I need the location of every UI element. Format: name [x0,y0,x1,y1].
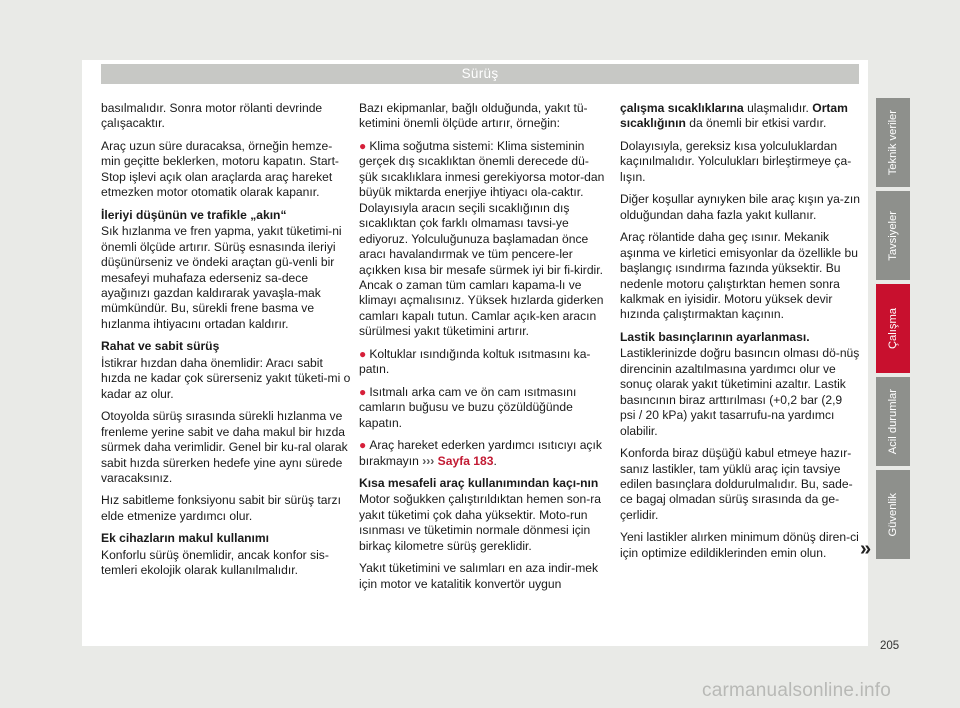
column-2 [359,101,605,599]
tab-label: Acil durumlar [887,388,899,455]
bullet-icon: ● [359,346,367,361]
bold-term: Ortam sıcaklığının [620,101,848,131]
paragraph: basılmalıdır. Sonra motor rölanti devrinde çalışacaktır. [101,101,323,131]
paragraph: Bazı ekipmanlar, bağlı olduğunda, yakıt tü-ketimini önemli ölçüde artırır, örneğin: [359,101,588,131]
paragraph: Diğer koşullar aynıyken bile araç kışın ya-zın olduğundan daha fazla yakıt kullanır. [620,192,860,222]
paragraph: Motor soğukken çalıştırıldıktan hemen son-ra yakıt tüketimi çok daha yüksektir. Moto-run ısınması ve tüketimin normale dönmesi için birkaç kilometre sürüş gereklidir. [359,492,601,553]
paragraph: Konforlu sürüş önemlidir, ancak konfor sis-temleri ekolojik olarak kullanılmalıdır. [101,547,329,578]
bullet-text: Klima soğutma sistemi: Klima sisteminin gerçek dış sıcaklıktan önemli derecede dü-şük sıcaklıklara inmesi gerekiyorsa motor-dan büyük miktarda enerjiye ihtiyacı ola-caktır. Dolayısıyla aracın seçili sıcaklığının dış sıcaklıktan çok farklı olmaması tavsi-ye ediyoruz. Yolculuğunuza başlamadan önce aracı havalandırmak ve tüm pencere-ler açıkken kısa bir mesafe sürmek iyi bir fi-kirdir. Ancak o zaman tüm camları kapama-lı ve klimayı açmalısınız. Yüksek hızlarda giderken camları kapalı tutun. Camlar açık-ken aracın sürülmesi yakıt tüketimini artırır. [359,138,605,339]
bold-term: çalışma sıcaklıklarına [620,101,744,115]
tab-label: Güvenlik [887,492,899,537]
section-header: Sürüş [101,64,859,84]
bullet-item [359,347,605,378]
paragraph: Yakıt tüketimini ve salımları en aza indir-mek için motor ve katalitik konvertör uygun [359,561,599,591]
bullet-icon: ● [359,438,367,453]
column-3 [620,101,860,568]
bullet-text: Araç hareket ederken yardımcı ısıtıcıyı açık bırakmayın [359,438,602,468]
column-1 [101,101,351,586]
tab-label: Tavsiyeler [887,210,899,261]
paragraph: Dolayısıyla, gereksiz kısa yolculuklardan kaçınılmalıdır. Yolculukları birleştirmeye ça-lışın. [620,138,852,184]
section-heading: Rahat ve sabit sürüş [101,339,220,354]
watermark: carmanualsonline.info [702,680,892,701]
paragraph: Araç rölantide daha geç ısınır. Mekanik aşınma ve kirletici emisyonlar da özellikle bu başlangıç ısındırma fazında yüksektir. Bu nedenle motoru çalıştırktan hemen sonra kalkmak en iyisidir. Motoru yüksek devir hızında çalıştırmaktan kaçının. [620,230,858,322]
page-number: 205 [880,640,900,652]
paragraph: Konforda biraz düşüğü kabul etmeye hazır-sanız lastikler, tam yüklü araç için tavsiye edilen basınçlara doldurulmalıdır. Bu, sade-ce bagaj olmadan sürüş sırasında da ge-çerlidir. [620,446,853,522]
tab-label: Teknik veriler [887,109,899,176]
bullet-item [359,438,605,469]
paragraph: Yeni lastikler alırken minimum dönüş diren-ci için optimize edildiklerinden emin olun. [620,530,859,560]
page-ref-arrow-icon: ››› [422,453,435,468]
paragraph: Lastiklerinizde doğru basıncın olması dö-nüş direncinin azaltılmasına yardımcı olur ve sonuç olarak yakıt tüketimini azaltır. Lastik basıncının biraz arttırılması (+0,2 bar (2,9 psi / 20 kPa) yakıt tasarrufu-na yardımcı olabilir. [620,346,860,438]
bullet-text: Koltuklar ısındığında koltuk ısıtmasını ka-patın. [359,346,591,377]
tab-tavsiyeler[interactable] [876,191,910,280]
tab-acil-durumlar[interactable] [876,377,910,466]
tab-calisma[interactable] [876,284,910,373]
bullet-end: . [493,453,497,468]
bullet-item [359,385,605,431]
paragraph: Otoyolda sürüş sırasında sürekli hızlanma ve frenleme yerine sabit ve daha makul bir hızda sürmek daha verimlidir. Genel bir ku-ral olarak sabit hızda sürerken hedefe yine aynı sürede varacaksınız. [101,409,348,485]
section-heading: Lastik basınçlarının ayarlanması. [620,329,810,344]
bullet-text: Isıtmalı arka cam ve ön cam ısıtmasını camların buğusu ve buzu çözüldüğünde kapatın. [359,384,577,430]
text-run: da önemli bir etkisi vardır. [685,116,827,131]
text-run: ulaşmalıdır. [743,101,813,115]
paragraph: Sık hızlanma ve fren yapma, yakıt tüketimi-ni önemli ölçüde artırır. Sürüş esnasında ileriyi düşünürseniz ve öndeki araçtan gü-venli bir mesafeyi muhafaza ederseniz sa-dece ayağınızı gazdan kaldırarak yavaşla-mak mümkündür. Bu, sürekli frene basma ve hızlanma ihtiyacını ortadan kaldırır. [101,224,342,331]
tab-label: Çalışma [887,307,899,350]
bullet-icon: ● [359,384,367,399]
bullet-icon: ● [359,138,367,153]
paragraph: İstikrar hızdan daha önemlidir: Aracı sabit hızda ne kadar çok sürerseniz yakıt tüketi-mi o kadar az olur. [101,355,351,401]
paragraph [620,101,860,132]
page-ref-link[interactable]: Sayfa 183 [437,453,494,468]
section-heading: İleriyi düşünün ve trafikle „akın“ [101,207,287,222]
tab-guvenlik[interactable] [876,470,910,559]
section-heading: Ek cihazların makul kullanımı [101,531,270,546]
paragraph: Araç uzun süre duracaksa, örneğin hemze-min geçitte beklerken, motoru kapatın. Start-Stop işlevi açık olan araçlarda araç hareket etmezken motor otomatik olarak kapanır. [101,138,339,200]
section-heading: Kısa mesafeli araç kullanımından kaçı-nın [359,475,599,490]
paragraph: Hız sabitleme fonksiyonu sabit bir sürüş tarzı elde etmenize yardımcı olur. [101,493,341,523]
bullet-item [359,139,605,340]
continue-arrow-icon: » [860,538,872,560]
tab-teknik-veriler[interactable] [876,98,910,187]
